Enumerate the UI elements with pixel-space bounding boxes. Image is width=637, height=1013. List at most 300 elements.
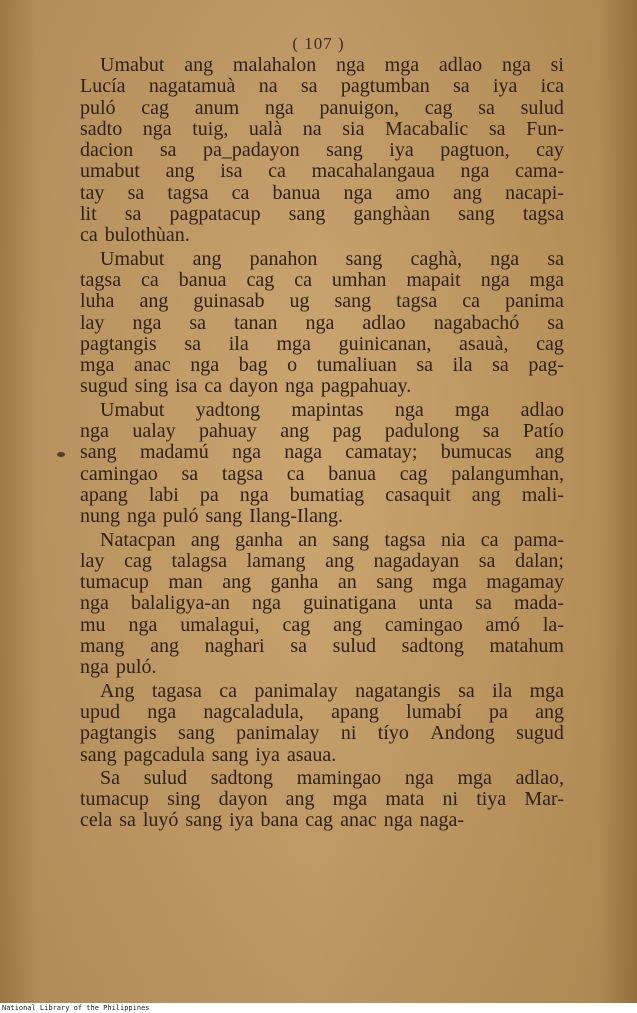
word: an (337, 571, 357, 594)
word: ang (280, 420, 310, 443)
word: ni (340, 722, 357, 745)
word: cela (80, 809, 113, 832)
text-line (80, 702, 564, 723)
word: sang (334, 290, 372, 313)
word: Ang (100, 679, 135, 702)
word: caghà, (410, 247, 463, 270)
word: mapintas (291, 398, 364, 421)
text-line (80, 551, 564, 572)
word: matahum (489, 635, 564, 658)
word: yadtong (195, 398, 261, 421)
word: na (302, 117, 322, 140)
word: Sa (100, 766, 120, 789)
word: mata (385, 788, 425, 811)
word: Umabut (100, 247, 165, 270)
word: luha (80, 290, 115, 313)
word: bana (260, 809, 299, 832)
word: panahon (249, 247, 318, 270)
text-line (80, 789, 564, 810)
library-footer: National Library of the Philippines (0, 1004, 637, 1013)
word: talagsa (171, 549, 227, 572)
word: casaquit (385, 483, 451, 506)
word: nga (232, 441, 261, 464)
word: tagsa (384, 528, 426, 551)
word: sa (478, 549, 496, 572)
word: man (168, 571, 203, 594)
word: adlao (438, 54, 483, 76)
word: pagpahuay. (320, 375, 412, 398)
word: sang (376, 571, 413, 594)
word: dacion (80, 139, 134, 162)
word: sa (478, 96, 495, 119)
word: nagabachó (433, 311, 520, 334)
word: tiya (476, 788, 507, 811)
word: sadtong (401, 635, 464, 658)
text-line (80, 615, 564, 636)
word: sang (185, 809, 223, 832)
word: puló (80, 96, 116, 119)
text-line (80, 810, 564, 831)
word: nagadayan (373, 549, 460, 572)
word: pahuay (199, 420, 257, 443)
word: sang (80, 743, 117, 766)
word: labi (148, 483, 179, 506)
word: adlao, (515, 766, 564, 789)
text-line (80, 593, 564, 614)
word: ang (535, 441, 564, 464)
word: sa (127, 181, 145, 204)
word: sugud (516, 722, 564, 745)
word: cag (124, 549, 152, 572)
word: amó (485, 613, 520, 636)
word: ca (80, 224, 98, 247)
word: sulud (520, 96, 564, 119)
word: sang (80, 441, 117, 464)
word: Natacpan (100, 528, 176, 551)
word: isa (220, 160, 243, 183)
word: sang (178, 722, 215, 745)
word: pa (488, 700, 508, 723)
word: ganha (270, 571, 319, 594)
word: magamay (486, 571, 564, 594)
text-line (80, 291, 564, 312)
word: pa_padayon (202, 139, 300, 162)
word: mga (529, 268, 564, 291)
word: iya (492, 75, 518, 98)
word: sing (134, 375, 169, 398)
text-line (80, 140, 564, 161)
word: nga (80, 420, 109, 443)
word: sang (205, 505, 243, 528)
word: iya (255, 743, 280, 766)
word: nga (147, 700, 177, 723)
text-line (80, 464, 564, 485)
word: sa (416, 354, 433, 377)
word: tagsa (167, 181, 209, 204)
word: ang (190, 528, 220, 551)
word: lit (80, 203, 97, 226)
word: unta (418, 592, 453, 615)
word: cag (305, 809, 334, 832)
word: nga (343, 181, 373, 204)
text-line (80, 183, 564, 204)
word: balaligya-an (131, 592, 230, 615)
word: ang (139, 290, 169, 313)
paragraph (80, 249, 564, 398)
text-line (80, 355, 564, 376)
word: puló. (115, 656, 157, 679)
text-line (80, 98, 564, 119)
word: nga (80, 592, 109, 615)
word: sing (167, 788, 201, 811)
word: nga (239, 483, 269, 506)
word: tay (80, 181, 105, 204)
word: mga (457, 766, 492, 789)
word: Patío (522, 420, 564, 443)
paragraph (80, 55, 564, 247)
word: nga (335, 54, 365, 76)
word: cama- (515, 160, 564, 183)
word: pagtangis (80, 722, 157, 745)
word: ca (286, 462, 305, 485)
word: bag (238, 354, 268, 377)
word: apang (80, 483, 128, 506)
word: na (258, 75, 278, 98)
word: Umabut (100, 398, 165, 421)
word: sa (547, 247, 564, 270)
word: mga (384, 54, 420, 76)
word: tíyo (377, 722, 409, 745)
word: ang (150, 635, 179, 658)
word: puló (162, 505, 199, 528)
text-line (80, 161, 564, 182)
word: iya (389, 139, 414, 162)
word: sugud (80, 375, 128, 398)
word: lay (80, 549, 105, 572)
word: pag- (528, 354, 564, 377)
text-line (80, 204, 564, 225)
word: nga (480, 268, 510, 291)
word: lumabí (406, 700, 462, 723)
word: sa (475, 592, 492, 615)
word: sa (488, 117, 506, 140)
word: ganha (235, 528, 283, 551)
word: banua (328, 462, 376, 485)
word: Umabut (100, 54, 165, 76)
word: apang (331, 700, 379, 723)
word: la- (542, 613, 564, 636)
word: tumacup (80, 788, 149, 811)
word: ang (535, 700, 564, 723)
word: naghari (204, 635, 265, 658)
word: ang (165, 160, 195, 183)
word: panuigon, (319, 96, 399, 119)
word: panima (505, 290, 564, 313)
word: nga (264, 96, 294, 119)
word: ang (325, 549, 354, 572)
word: ila (492, 679, 513, 702)
word: upud (80, 700, 120, 723)
word: cag (246, 268, 275, 291)
text-line (80, 400, 564, 421)
text-line (80, 270, 564, 291)
word: adlao (362, 311, 406, 334)
word: nga (285, 375, 314, 398)
word: ila (452, 354, 473, 377)
word: pag (332, 420, 362, 443)
word: umalagui, (180, 613, 260, 636)
text-line (80, 376, 564, 397)
word: pa (199, 483, 219, 506)
text-line (80, 334, 564, 355)
word: nga (128, 613, 158, 636)
word: sang (326, 139, 363, 162)
word: sa (482, 420, 500, 443)
word: Mar- (524, 788, 564, 811)
text-line (80, 768, 564, 789)
word: nia (440, 528, 466, 551)
word: ca (219, 679, 238, 702)
word: si (550, 54, 564, 76)
word: cag (424, 96, 453, 119)
word: tagsa (80, 268, 122, 291)
paragraph (80, 768, 564, 832)
word: asaua. (286, 743, 337, 766)
word: palangumhan, (451, 462, 564, 485)
text-line (80, 421, 564, 442)
word: nga (127, 505, 156, 528)
word: pagtumban (340, 75, 430, 98)
word: bumatiag (289, 483, 365, 506)
word: sa (547, 311, 564, 334)
word: ca (141, 268, 159, 291)
word: sa (184, 332, 202, 355)
word: mang (80, 635, 125, 658)
word: ang (192, 247, 222, 270)
word: tumacup (80, 571, 149, 594)
word: guinicanan, (338, 332, 432, 355)
text-line (80, 636, 564, 657)
word: ang (333, 613, 363, 636)
word: dayon (218, 788, 268, 811)
text-line (80, 313, 564, 334)
word: mga (454, 398, 490, 421)
word: nga (80, 656, 109, 679)
word: ca (480, 528, 499, 551)
word: Lucía (80, 75, 126, 98)
word: macahalangaua (311, 160, 435, 183)
word: umabut (80, 160, 140, 183)
word: camingao (384, 613, 463, 636)
word: nagatangis (355, 679, 441, 702)
text-line (80, 485, 564, 506)
word: ang (285, 788, 315, 811)
word: sa (119, 809, 136, 832)
word: nga (490, 247, 520, 270)
word: anac (340, 809, 377, 832)
word: ang (453, 181, 482, 204)
word: sa (453, 75, 470, 98)
word: Andong (430, 722, 495, 745)
text-line (80, 530, 564, 551)
word: nga (404, 766, 434, 789)
word: panimalay (236, 722, 320, 745)
word: banua (178, 268, 227, 291)
word: iya (229, 809, 254, 832)
word: sang (332, 528, 370, 551)
word: nung (80, 505, 120, 528)
word: dayon (229, 375, 279, 398)
text-line (80, 506, 564, 527)
word: an (298, 528, 318, 551)
word: nga (132, 311, 162, 334)
word: Ilang-Ilang. (249, 505, 343, 528)
text-line (80, 572, 564, 593)
word: nacapi- (505, 181, 564, 204)
paragraph (80, 530, 564, 679)
word: pagtangis (80, 332, 157, 355)
word: banua (272, 181, 321, 204)
paragraph (80, 400, 564, 528)
word: mali- (521, 483, 564, 506)
word: nga (460, 160, 490, 183)
body-text (80, 55, 564, 832)
word: asauà, (459, 332, 509, 355)
word: tumaliuan (316, 354, 397, 377)
word: sang (458, 203, 495, 226)
word: ca (268, 160, 286, 183)
word: ila (228, 332, 249, 355)
word: cag (282, 613, 311, 636)
word: lay (80, 311, 105, 334)
word: nagcaladula, (203, 700, 304, 723)
word: pama- (513, 528, 564, 551)
word: mga (432, 571, 467, 594)
word: nga (394, 398, 424, 421)
ink-blot (57, 452, 65, 457)
word: mu (80, 613, 106, 636)
word: nga (190, 354, 220, 377)
word: nagatamuà (148, 75, 236, 98)
text-line (80, 119, 564, 140)
text-line (80, 225, 564, 246)
word: nga (383, 809, 413, 832)
word: lamang (246, 549, 306, 572)
word: sa (181, 462, 199, 485)
word: ug (289, 290, 310, 313)
word: pagtuon, (440, 139, 510, 162)
text-line (80, 745, 564, 766)
word: ca (231, 181, 250, 204)
word: tagsa (522, 203, 564, 226)
word: naga (284, 441, 322, 464)
word: ang (184, 54, 214, 76)
word: cag (399, 462, 428, 485)
text-line (80, 442, 564, 463)
word: sa (492, 354, 509, 377)
word: ca (462, 290, 481, 313)
word: ualay (132, 420, 176, 443)
word: padulong (384, 420, 460, 443)
word: mamingao (296, 766, 382, 789)
word: pagcadula (123, 743, 205, 766)
word: sulud (332, 635, 376, 658)
word: sang (345, 247, 383, 270)
word: cag (141, 96, 170, 119)
word: Fun- (526, 117, 564, 140)
word: sang (288, 203, 326, 226)
word: bulothùan. (104, 224, 190, 247)
word: malahalon (232, 54, 317, 76)
word: mga (80, 354, 115, 377)
word: sia (342, 117, 365, 140)
word: tagsa (396, 290, 438, 313)
word: sa (159, 139, 177, 162)
word: tagasa (151, 679, 202, 702)
word: ualà (248, 117, 283, 140)
word: mga (276, 332, 311, 355)
word: dalan; (515, 549, 564, 572)
text-line (80, 681, 564, 702)
word: sadtong (210, 766, 273, 789)
word: mga (332, 788, 368, 811)
word: mada- (513, 592, 564, 615)
word: camatay; (345, 441, 418, 464)
text-line (80, 657, 564, 678)
word: isa (175, 375, 198, 398)
word: tanan (234, 311, 278, 334)
word: bumucas (440, 441, 512, 464)
word: anum (194, 96, 240, 119)
text-line (80, 249, 564, 270)
word: panimalay (254, 679, 338, 702)
word: amo (395, 181, 430, 204)
word: sadto (80, 117, 123, 140)
word: nga (305, 311, 335, 334)
word: ganghàan (353, 203, 431, 226)
word: guinatigana (303, 592, 397, 615)
word: ni (442, 788, 458, 811)
word: naga- (419, 809, 465, 832)
word: ca (204, 375, 223, 398)
word: Macabalic (385, 117, 469, 140)
text-line (80, 76, 564, 97)
word: anac (134, 354, 171, 377)
word: sa (290, 635, 307, 658)
page-number: ( 107 ) (292, 34, 345, 53)
paragraph (80, 681, 564, 766)
word: sa (189, 311, 207, 334)
word: adlao (520, 398, 564, 421)
word: ca (294, 268, 312, 291)
word: sa (300, 75, 318, 98)
word: cag (536, 332, 564, 355)
word: camingao (80, 462, 158, 485)
word: nga (142, 117, 172, 140)
word: o (287, 354, 298, 377)
word: tagsa (221, 462, 263, 485)
word: umhan (331, 268, 387, 291)
word: sulud (143, 766, 188, 789)
word: mga (529, 679, 564, 702)
word: pagpatacup (169, 203, 261, 226)
word: nga (252, 592, 281, 615)
word: madamú (139, 441, 209, 464)
word: sa (458, 679, 475, 702)
text-line (80, 723, 564, 744)
word: ica (540, 75, 564, 98)
word: nga (501, 54, 531, 76)
